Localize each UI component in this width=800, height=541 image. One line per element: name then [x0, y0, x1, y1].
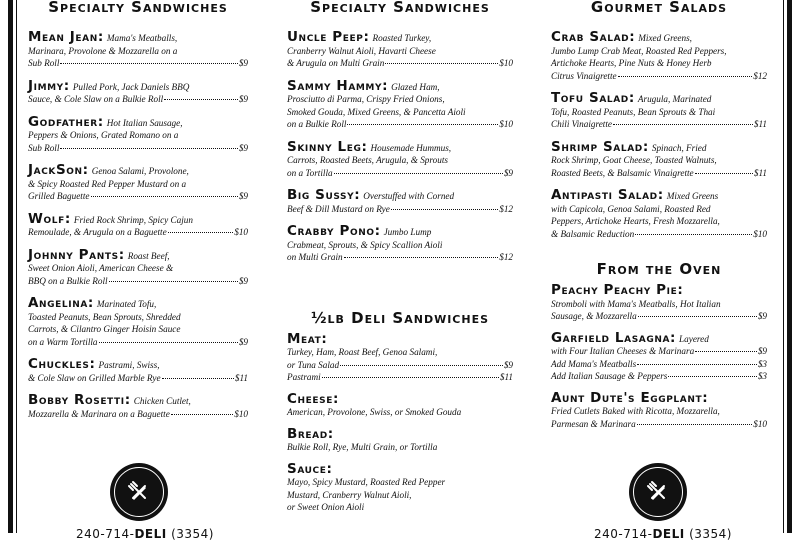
- item-name: JackSon:: [28, 162, 89, 178]
- item-price: $9: [238, 94, 248, 104]
- menu-item: Sammy Hammy: Glazed Ham, Prosciutto di Parma, Crispy Fried Onions, Smoked Gouda, Mixed Greens, & Pancetta Aioli on a Bulkie Roll $10: [287, 77, 513, 129]
- menu-item: Jimmy: Pulled Pork, Jack Daniels BBQ Sauce, & Cole Slaw on a Bulkie Roll $9: [28, 77, 248, 104]
- item-price: $11: [753, 119, 767, 129]
- item-name: Shrimp Salad:: [551, 138, 649, 155]
- menu-item: Uncle Peep: Roasted Turkey, Cranberry Walnut Aioli, Havarti Cheese & Arugula on Multi Grain $10: [287, 29, 513, 68]
- item-price: $12: [499, 203, 513, 214]
- item-name: Mean Jean:: [28, 29, 104, 45]
- fork-and-knife-icon: [110, 463, 168, 521]
- section-title: Specialty Sandwiches: [48, 0, 228, 16]
- menu-item: Godfather: Hot Italian Sausage, Peppers & Onions, Grated Romano on a Sub Roll $9: [28, 113, 248, 153]
- item-price: $9: [238, 336, 248, 347]
- oven-section-title: From the Oven: [596, 260, 722, 278]
- menu-item: Skinny Leg: Housemade Hummus, Carrots, Roasted Beets, Arugula, & Sprouts on a Tortilla $9: [287, 138, 513, 178]
- item-price: $9: [503, 167, 513, 178]
- item-name: Godfather:: [28, 113, 104, 130]
- menu-item: Bobby Rosetti: Chicken Cutlet, Mozzarella & Marinara on a Baguette $10: [28, 392, 248, 419]
- specialty-sandwiches-column-1: [28, 0, 248, 420]
- phone-number[interactable]: 240-714-DELI (3354): [594, 527, 732, 541]
- menu-item: Tofu Salad: Arugula, Marinated Tofu, Roasted Peanuts, Bean Sprouts & Thai Chili Vinaigrette $11: [551, 90, 767, 129]
- deli-section-title: ½lb Deli Sandwiches: [310, 308, 490, 327]
- item-name: Antipasti Salad:: [551, 187, 664, 203]
- menu-item: Antipasti Salad: Mixed Greens with Capicola, Genoa Salami, Roasted Red Peppers, Artichoke Hearts, Fresh Mozzarella, & Balsamic Reduction $10: [551, 187, 767, 239]
- item-price: $9: [238, 275, 248, 286]
- item-price: $10: [753, 418, 767, 429]
- item-price: $9: [238, 191, 248, 201]
- item-price: $10: [499, 119, 513, 129]
- menu-item: Angelina: Marinated Tofu, Toasted Peanuts, Bean Sprouts, Shredded Carrots, & Cilantro Ginger Hoisin Sauce on a Warm Tortilla $9: [28, 295, 248, 347]
- menu-item: Shrimp Salad: Spinach, Fried Rock Shrimp, Goat Cheese, Toasted Walnuts, Roasted Beets, & Balsamic Vinaigrette $11: [551, 138, 767, 178]
- item-name: Wolf:: [28, 210, 71, 227]
- item-name: Skinny Leg:: [287, 138, 368, 155]
- menu-item: Aunt Dute's Eggplant: Fried Cutlets Baked with Ricotta, Mozzarella, Parmesan & Marinara $10: [551, 389, 767, 429]
- item-name: Crabby Pono:: [287, 223, 381, 239]
- item-price: $9: [757, 346, 767, 356]
- bread-label: Bread:: [287, 425, 334, 442]
- menu-item: Garfield Lasagna: Layered with Four Italian Cheeses & Marinara $9 Add Mama's Meatballs $3 Add Italian Sausage & Peppers $3: [551, 329, 767, 381]
- item-name: Angelina:: [28, 295, 94, 311]
- item-name: Peachy Peachy Pie:: [551, 282, 684, 298]
- item-price: $10: [499, 58, 513, 68]
- cheese-label: Cheese:: [287, 390, 339, 407]
- item-price: $10: [753, 228, 767, 239]
- menu-item: Peachy Peachy Pie: Stromboli with Mama's Meatballs, Hot Italian Sausage, & Mozzarella $9: [551, 282, 767, 321]
- item-price: $11: [753, 167, 767, 178]
- deli-cheese: Cheese: American, Provolone, Swiss, or Smoked Gouda: [287, 390, 462, 417]
- deli-meat: Meat: Turkey, Ham, Roast Beef, Genoa Salami, or Tuna Salad $9 Pastrami $11: [287, 330, 513, 382]
- menu-item: Mean Jean: Mama's Meatballs, Marinara, Provolone & Mozzarella on a Sub Roll $9: [28, 29, 248, 68]
- item-price: $12: [499, 252, 513, 262]
- item-name: Tofu Salad:: [551, 90, 635, 106]
- menu-item: Big Sussy: Overstuffed with Corned Beef & Dill Mustard on Rye $12: [287, 187, 513, 214]
- item-price: $10: [234, 408, 248, 419]
- section-title: Specialty Sandwiches: [310, 0, 490, 16]
- item-name: Big Sussy:: [287, 187, 361, 203]
- item-name: Chuckles:: [28, 356, 96, 372]
- item-name: Crab Salad:: [551, 29, 636, 45]
- sauce-label: Sauce:: [287, 460, 333, 477]
- right-border-thick: [787, 0, 792, 533]
- item-name: Garfield Lasagna:: [551, 329, 677, 346]
- item-price: $10: [234, 227, 248, 237]
- menu-item: Johnny Pants: Roast Beef, Sweet Onion Aioli, American Cheese & BBQ on a Bulkie Roll $9: [28, 246, 248, 286]
- item-price: $9: [757, 311, 767, 321]
- left-border-thick: [8, 0, 13, 533]
- item-name: Jimmy:: [28, 77, 70, 94]
- item-name: Johnny Pants:: [28, 246, 125, 263]
- item-price: $12: [753, 70, 767, 81]
- section-title: Gourmet Salads: [590, 0, 728, 16]
- item-name: Uncle Peep:: [287, 29, 370, 45]
- item-price: $3: [757, 371, 767, 381]
- menu-item: Crabby Pono: Jumbo Lump Crabmeat, Sprouts, & Spicy Scallion Aioli on Multi Grain $12: [287, 223, 513, 262]
- gourmet-salads-column: [551, 0, 767, 430]
- item-name: Bobby Rosetti:: [28, 392, 131, 408]
- item-price: $9: [503, 359, 513, 370]
- menu-item: Wolf: Fried Rock Shrimp, Spicy Cajun Remoulade, & Arugula on a Baguette $10: [28, 210, 248, 237]
- menu-item: Crab Salad: Mixed Greens, Jumbo Lump Crab Meat, Roasted Red Peppers, Artichoke Hearts, Pine Nuts & Honey Herb Citrus Vinaigrette $12: [551, 29, 767, 81]
- item-price: $9: [238, 58, 248, 68]
- fork-and-knife-icon: [629, 463, 687, 521]
- menu-item: Chuckles: Pastrami, Swiss, & Cole Slaw on Grilled Marble Rye $11: [28, 356, 248, 383]
- item-price: $11: [499, 372, 513, 382]
- item-price: $11: [234, 372, 248, 383]
- item-price: $3: [757, 358, 767, 369]
- left-border-thin: [16, 0, 17, 533]
- deli-bread: Bread: Bulkie Roll, Rye, Multi Grain, or Tortilla: [287, 425, 438, 452]
- meat-label: Meat:: [287, 330, 328, 347]
- item-name: Aunt Dute's Eggplant:: [551, 389, 709, 406]
- specialty-sandwiches-column-2: [287, 0, 513, 514]
- deli-sauce: Sauce: Mayo, Spicy Mustard, Roasted Red Pepper Mustard, Cranberry Walnut Aioli, or Sweet Onion Aioli: [287, 460, 446, 512]
- menu-item: JackSon: Genoa Salami, Provolone, & Spicy Roasted Red Pepper Mustard on a Grilled Baguette $9: [28, 162, 248, 201]
- phone-number[interactable]: 240-714-DELI (3354): [76, 527, 214, 541]
- item-price: $9: [238, 142, 248, 153]
- item-name: Sammy Hammy:: [287, 77, 389, 94]
- right-border-thin: [783, 0, 784, 533]
